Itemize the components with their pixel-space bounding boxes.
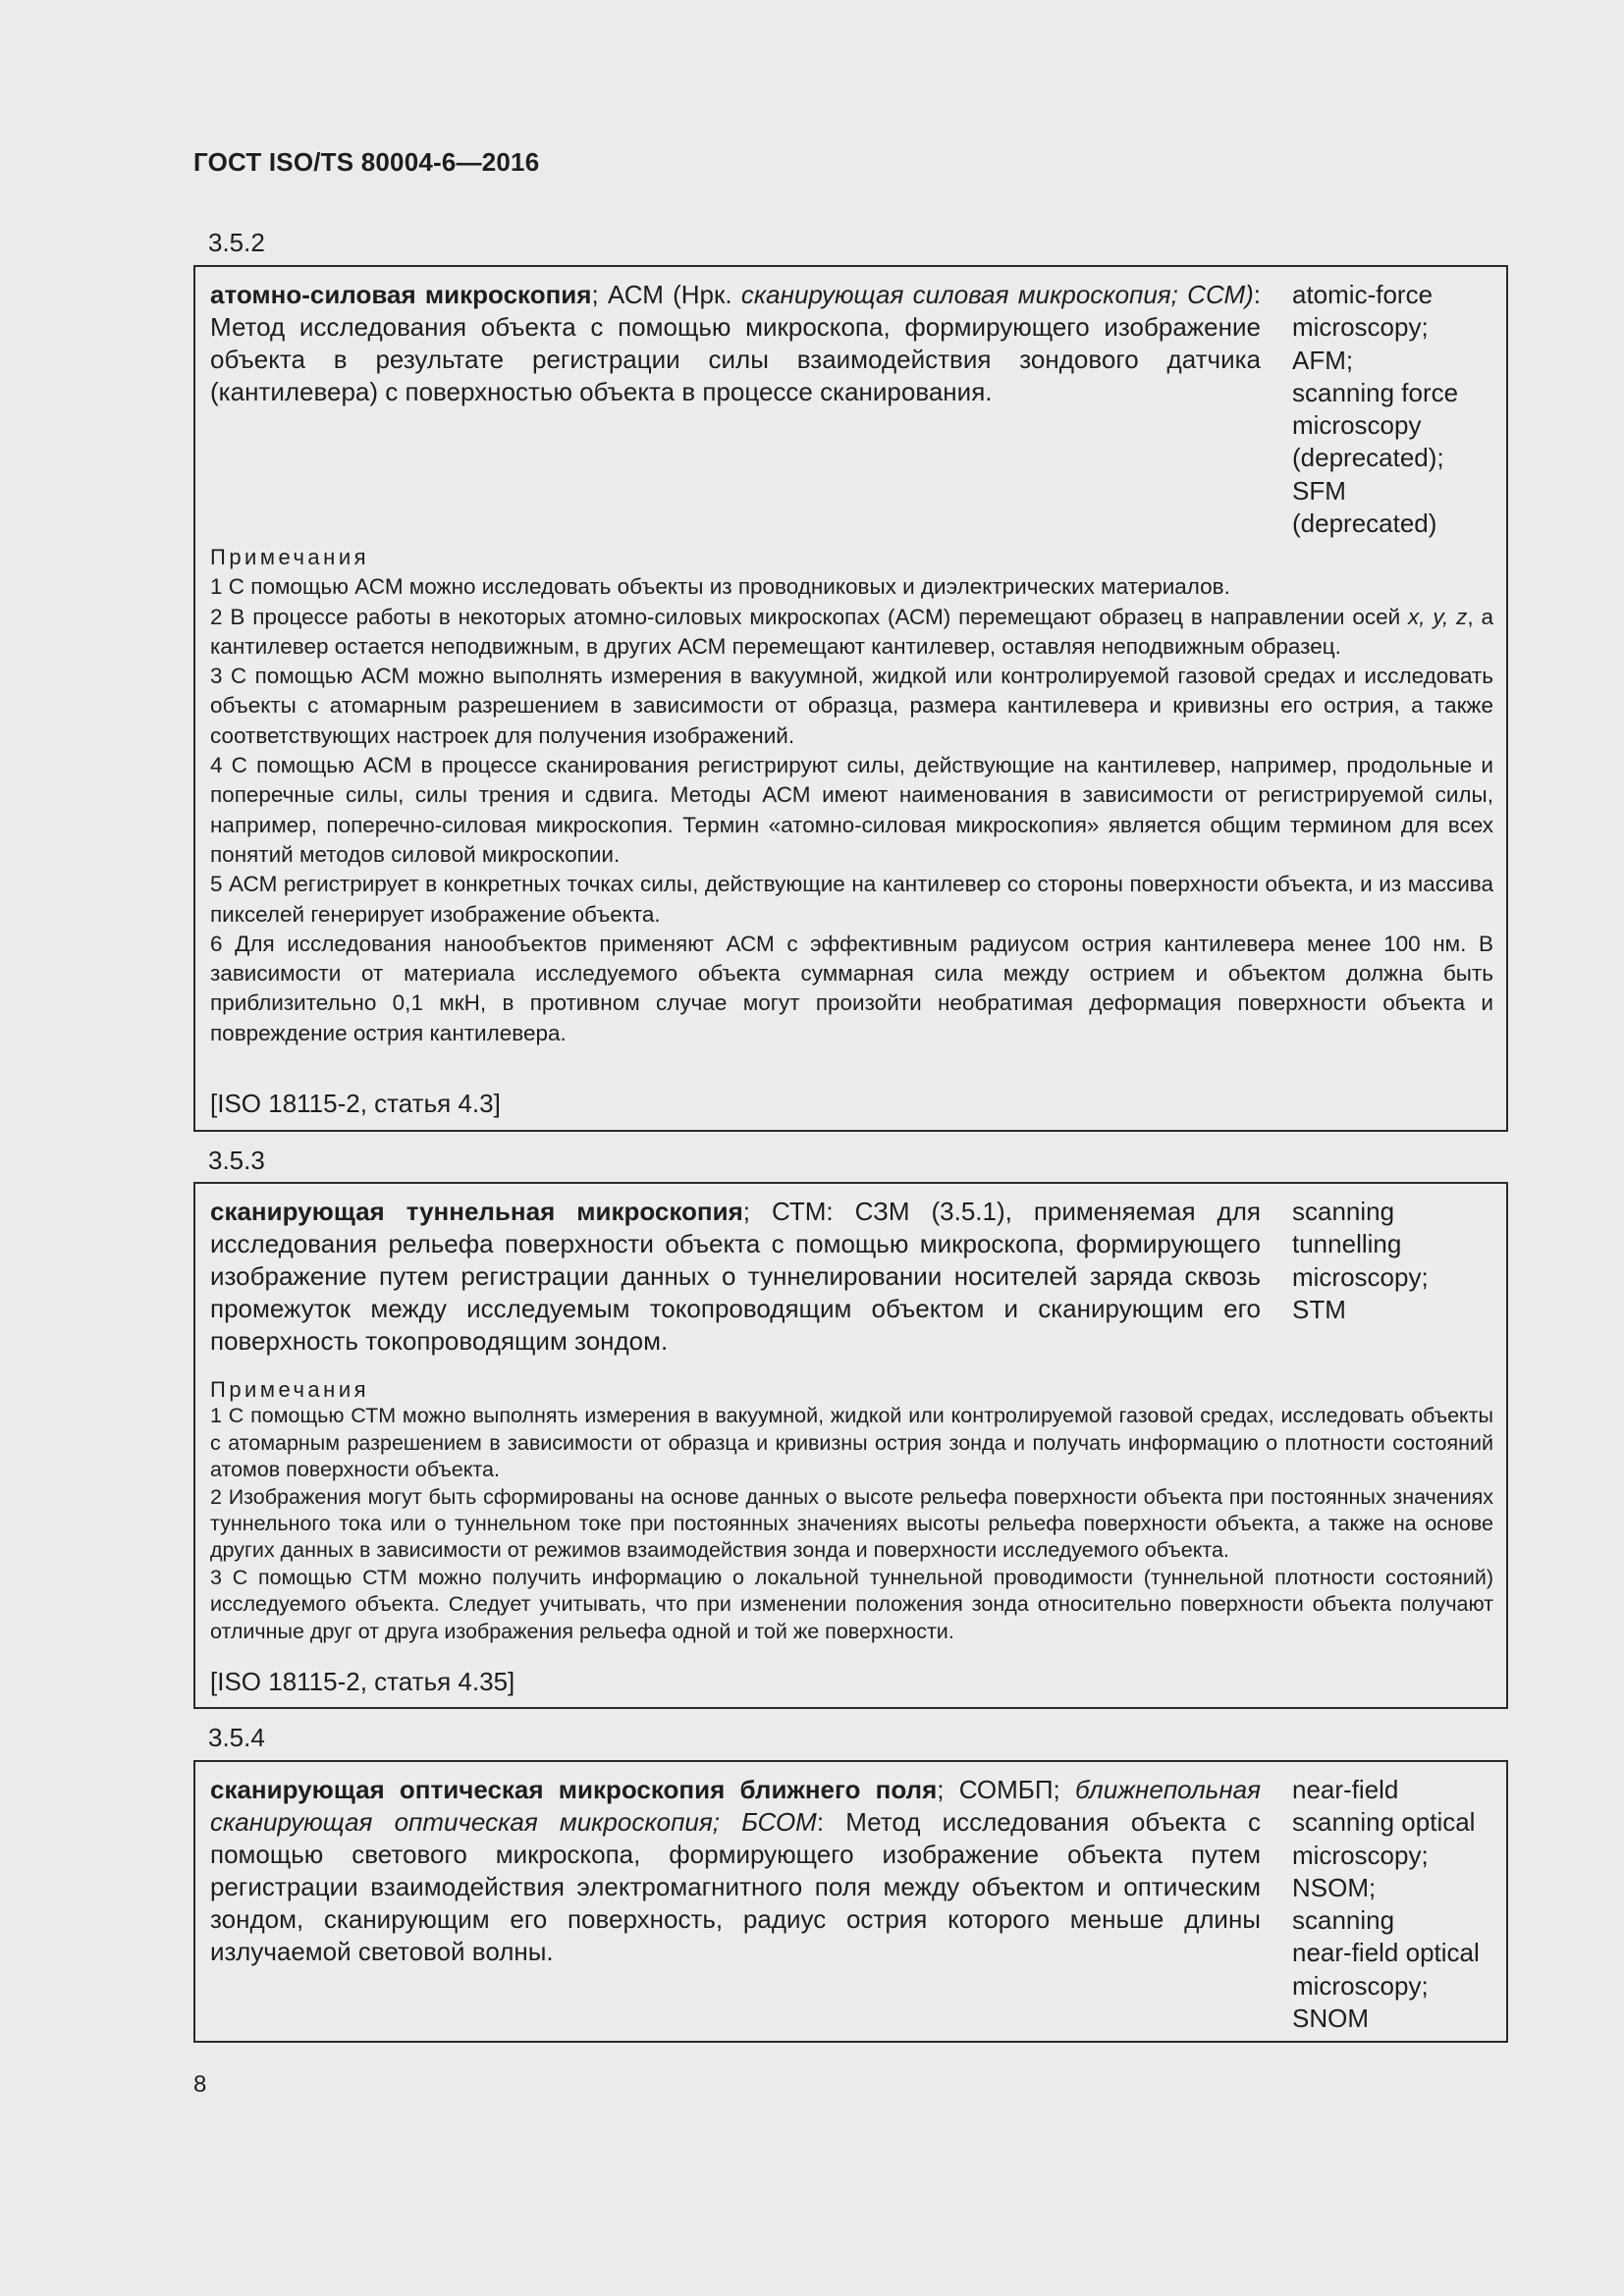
definition-text: : Метод исследования объекта с помощью микроскопа, формирующего изображение объекта в результате регистрации силы взаимодействия зондового датчика (кантилевера) с поверхностью объекта в процессе сканирования.	[210, 280, 1261, 406]
english-term-line: microscopy	[1292, 410, 1422, 441]
note-text: , а кантилевер остается неподвижным, в других АСМ перемещают кантилевер, оставляя неподвижным образец.	[210, 604, 1493, 659]
english-term-line: microscopy;	[1292, 1261, 1429, 1292]
english-term-line: scanning force	[1292, 377, 1459, 407]
term-definition	[210, 279, 1261, 408]
notes-block	[210, 1376, 1493, 1645]
note: 1 С помощью СТМ можно выполнять измерения в вакуумной, жидкой или контролируемой газовой средах, исследовать объекты с атомарным разрешением в зависимости от образца и кривизны острия зонда и получать информацию о плотности состояний атомов поверхности объекта.	[210, 1404, 1493, 1482]
term-synonym: сканирующая силовая микроскопия; ССМ)	[740, 280, 1254, 309]
note: 3 С помощью АСМ можно выполнять измерения в вакуумной, жидкой или контролируемой газовой средах и исследовать объекты с атомарным разрешением в зависимости от образца, размера кантилевера и кривизны его острия, а также соответствующих настроек для получения изображений.	[210, 664, 1493, 748]
english-term-line: AFM;	[1292, 345, 1354, 375]
source-reference: [ISO 18115-2, статья 4.35]	[210, 1667, 515, 1696]
english-term-line: (deprecated);	[1292, 443, 1444, 473]
term-definition	[210, 1774, 1261, 1968]
definition-text: : Метод исследования объекта с помощью светового микроскопа, формирующего изображение объекта путем регистрации взаимодействия электромагнитного поля между объектом и оптическим зондом, сканирующим его поверхность, радиус острия которого меньше длины излучаемой световой волны.	[210, 1807, 1262, 1966]
note: 3 С помощью СТМ можно получить информацию о локальной туннельной проводимости (туннельной плотности состояний) исследуемого объекта. Следует учитывать, что при изменении положения зонда относительно поверхности объекта получают отличные друг от друга изображения рельефа одной и той же поверхности.	[210, 1565, 1493, 1643]
english-term-line: scanning optical	[1292, 1807, 1476, 1838]
english-term-line: SFM	[1292, 475, 1346, 506]
english-term-line: near-field optical	[1292, 1938, 1480, 1968]
english-term-line: microscopy;	[1292, 1970, 1429, 2001]
term-entry-box	[193, 1760, 1508, 2043]
section-number: 3.5.4	[208, 1723, 265, 1752]
english-term-line: microscopy;	[1292, 1840, 1429, 1870]
section-number: 3.5.3	[208, 1146, 265, 1175]
english-term-line: microscopy;	[1292, 312, 1429, 343]
source-reference: [ISO 18115-2, статья 4.3]	[210, 1089, 501, 1118]
english-equivalents	[1292, 1774, 1503, 2035]
english-term-line: atomic-force	[1292, 280, 1434, 309]
notes-title: Примечания	[210, 545, 370, 569]
term-synonym: ближнепольная сканирующая оптическая микроскопия; БСОМ	[210, 1775, 1262, 1837]
definition-text: ; СТМ: СЗМ (3.5.1), применяемая для исследования рельефа поверхности объекта с помощью микроскопа, формирующего изображение путем регистрации данных о туннелировании носителей заряда сквозь промежуток между исследуемым токопроводящим объектом и сканирующим его поверхность токопроводящим зондом.	[210, 1197, 1261, 1356]
term-definition	[210, 1196, 1261, 1358]
term-entry-box	[193, 1182, 1508, 1709]
note-axes: x, y, z	[1408, 604, 1468, 629]
english-term-line: scanning	[1292, 1905, 1395, 1936]
note: 2 Изображения могут быть сформированы на основе данных о высоте рельефа поверхности объекта при постоянных значениях туннельного тока или о туннельном токе при постоянных значениях высоты рельефа поверхности объекта, а также на основе других данных в зависимости от режимов взаимодействия зонда и поверхности исследуемого объекта.	[210, 1484, 1493, 1563]
note: 1 С помощью АСМ можно исследовать объекты из проводниковых и диэлектрических материалов.	[210, 574, 1230, 600]
page-number: 8	[193, 2071, 207, 2098]
section-number: 3.5.2	[208, 228, 265, 257]
english-term-line: STM	[1292, 1294, 1346, 1324]
notes-title: Примечания	[210, 1377, 370, 1402]
note: 4 С помощью АСМ в процессе сканирования регистрируют силы, действующие на кантилевер, например, продольные и поперечные силы, силы трения и сдвига. Методы АСМ имеют наименования в зависимости от регистрируемой силы, например, поперечно-силовая микроскопия. Термин «атомно-силовая микроскопия» является общим термином для всех понятий методов силовой микроскопии.	[210, 753, 1493, 867]
english-equivalents	[1292, 1196, 1503, 1326]
note-text: 2 В процессе работы в некоторых атомно-силовых микроскопах (АСМ) перемещают образец в направлении осей	[210, 604, 1409, 629]
term-title: сканирующая туннельная микроскопия	[210, 1197, 743, 1226]
note: 6 Для исследования нанообъектов применяют АСМ с эффективным радиусом острия кантилевера менее 100 нм. В зависимости от материала исследуемого объекта суммарная сила между острием и объектом должна быть приблизительно 0,1 мкН, в противном случае могут произойти необратимая деформация поверхности объекта и повреждение острия кантилевера.	[210, 931, 1493, 1045]
term-title: атомно-силовая микроскопия	[210, 280, 592, 309]
term-title: сканирующая оптическая микроскопия ближнего поля	[210, 1775, 938, 1804]
english-term-line: near-field	[1292, 1775, 1399, 1804]
english-term-line: SNOM	[1292, 2003, 1369, 2034]
term-entry-box	[193, 265, 1508, 1132]
term-abbrev: ; АСМ (Нрк.	[591, 280, 741, 309]
note	[210, 603, 1493, 663]
english-term-line: (deprecated)	[1292, 508, 1437, 539]
english-term-line: tunnelling	[1292, 1229, 1402, 1259]
english-term-line: scanning	[1292, 1197, 1395, 1226]
term-abbrev: ; СОМБП;	[937, 1775, 1075, 1804]
notes-block	[210, 543, 1493, 1048]
document-header: ГОСТ ISO/TS 80004-6—2016	[193, 147, 540, 177]
english-term-line: NSOM;	[1292, 1872, 1377, 1902]
english-equivalents	[1292, 279, 1503, 540]
note: 5 АСМ регистрирует в конкретных точках силы, действующие на кантилевер со стороны поверхности объекта, и из массива пикселей генерирует изображение объекта.	[210, 872, 1493, 927]
